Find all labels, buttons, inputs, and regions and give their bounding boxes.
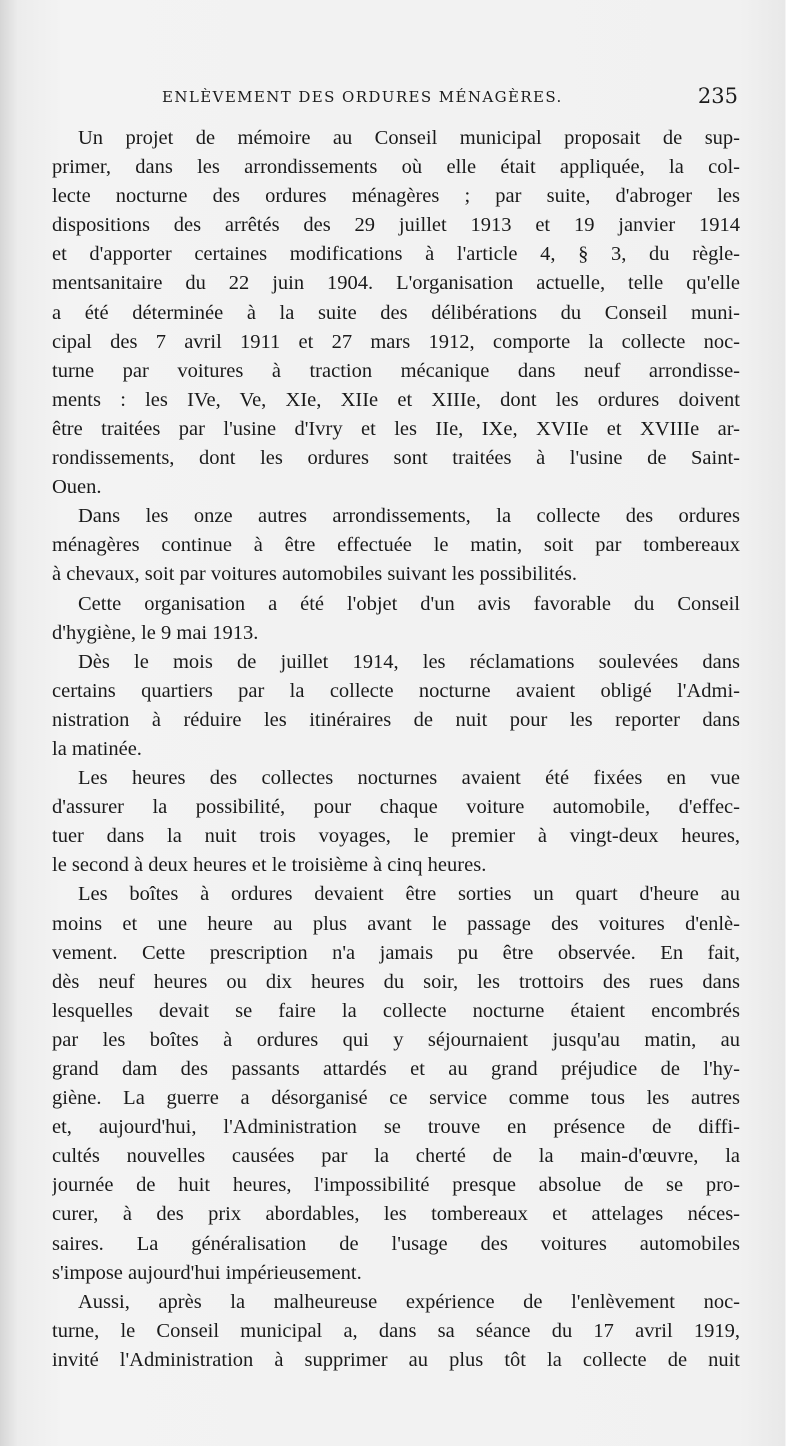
text-line: Les heures des collectes nocturnes avaient été fixées en vue xyxy=(78,767,740,790)
text-line: Dès le mois de juillet 1914, les réclamations soulevées dans xyxy=(78,650,740,673)
text-line: cultés nouvelles causées par la cherté de la main-d'œuvre, la xyxy=(52,1145,740,1168)
text-line: Aussi, après la malheureuse expérience de l'enlèvement noc- xyxy=(78,1290,740,1313)
text-line: a été déterminée à la suite des délibérations du Conseil muni- xyxy=(52,301,740,324)
text-line: turne, le Conseil municipal a, dans sa séance du 17 avril 1919, xyxy=(52,1319,740,1342)
text-line: d'hygiène, le 9 mai 1913. xyxy=(52,621,259,644)
paragraph xyxy=(52,1288,740,1375)
text-line: grand dam des passants attardés et au grand préjudice de l'hy- xyxy=(52,1058,740,1080)
text-line: vement. Cette prescription n'a jamais pu être observée. En fait, xyxy=(52,941,740,964)
text-line: ménagères continue à être effectuée le matin, soit par tombereaux xyxy=(52,534,740,557)
text-line: et d'apporter certaines modifications à l'article 4, § 3, du règle- xyxy=(52,243,740,266)
text-line: Dans les onze autres arrondissements, la collecte des ordures xyxy=(78,505,740,528)
text-line: ments : les IVe, Ve, XIe, XIIe et XIIIe, dont les ordures doivent xyxy=(52,388,740,411)
text-line: le second à deux heures et le troisième à cinq heures. xyxy=(52,854,487,877)
text-line: par les boîtes à ordures qui y séjournaient jusqu'au matin, au xyxy=(52,1028,740,1051)
text-line: dispositions des arrêtés des 29 juillet 1913 et 19 janvier 1914 xyxy=(52,214,740,237)
text-line: certains quartiers par la collecte nocturne avaient obligé l'Admi- xyxy=(52,679,740,702)
text-line: cipal des 7 avril 1911 et 27 mars 1912, comporte la collecte noc- xyxy=(52,330,740,353)
text-line: s'impose aujourd'hui impérieusement. xyxy=(52,1261,362,1284)
text-line: giène. La guerre a désorganisé ce service comme tous les autres xyxy=(52,1087,740,1110)
text-line: Les boîtes à ordures devaient être sorties un quart d'heure au xyxy=(78,883,740,906)
paragraph xyxy=(52,880,740,1287)
scan-margin xyxy=(786,0,800,1446)
text-line: à chevaux, soit par voitures automobiles suivant les possibilités. xyxy=(52,563,577,586)
text-line: lesquelles devait se faire la collecte nocturne étaient encombrés xyxy=(52,999,740,1022)
paragraph xyxy=(52,502,740,589)
text-line: journée de huit heures, l'impossibilité presque absolue de se pro- xyxy=(52,1174,740,1197)
text-line: lecte nocturne des ordures ménagères ; par suite, d'abroger les xyxy=(52,185,740,208)
paragraph xyxy=(52,124,740,502)
text-line: rondissements, dont les ordures sont traitées à l'usine de Saint- xyxy=(52,447,740,470)
body-text xyxy=(52,124,740,1375)
paragraph xyxy=(52,648,740,764)
text-line: invité l'Administration à supprimer au plus tôt la collecte de nuit xyxy=(52,1348,740,1371)
page-header xyxy=(60,84,740,114)
text-line: Cette organisation a été l'objet d'un avis favorable du Conseil xyxy=(78,592,740,615)
text-line: turne par voitures à traction mécanique dans neuf arrondisse- xyxy=(52,359,740,382)
text-line: la matinée. xyxy=(52,737,142,760)
text-line: primer, dans les arrondissements où elle était appliquée, la col- xyxy=(52,156,740,179)
paragraph xyxy=(52,590,740,648)
text-line: dès neuf heures ou dix heures du soir, les trottoirs des rues dans xyxy=(52,970,740,993)
running-head: ENLÈVEMENT DES ORDURES MÉNAGÈRES. xyxy=(162,88,563,106)
text-line: mentsanitaire du 22 juin 1904. L'organisation actuelle, telle qu'elle xyxy=(52,272,740,295)
text-line: saires. La généralisation de l'usage des voitures automobiles xyxy=(52,1232,740,1255)
paragraph xyxy=(52,764,740,880)
text-line: nistration à réduire les itinéraires de nuit pour les reporter dans xyxy=(52,708,740,731)
text-line: Un projet de mémoire au Conseil municipal proposait de sup- xyxy=(78,127,740,149)
text-line: et, aujourd'hui, l'Administration se trouve en présence de diffi- xyxy=(52,1116,740,1139)
text-line: curer, à des prix abordables, les tombereaux et attelages néces- xyxy=(52,1203,740,1226)
text-line: être traitées par l'usine d'Ivry et les IIe, IXe, XVIIe et XVIIIe ar- xyxy=(52,417,740,440)
text-line: Ouen. xyxy=(52,476,102,499)
text-line: tuer dans la nuit trois voyages, le premier à vingt-deux heures, xyxy=(52,825,740,848)
page-number: 235 xyxy=(697,84,738,108)
text-line: moins et une heure au plus avant le passage des voitures d'enlè- xyxy=(52,912,740,935)
text-line: d'assurer la possibilité, pour chaque voiture automobile, d'effec- xyxy=(52,796,740,819)
